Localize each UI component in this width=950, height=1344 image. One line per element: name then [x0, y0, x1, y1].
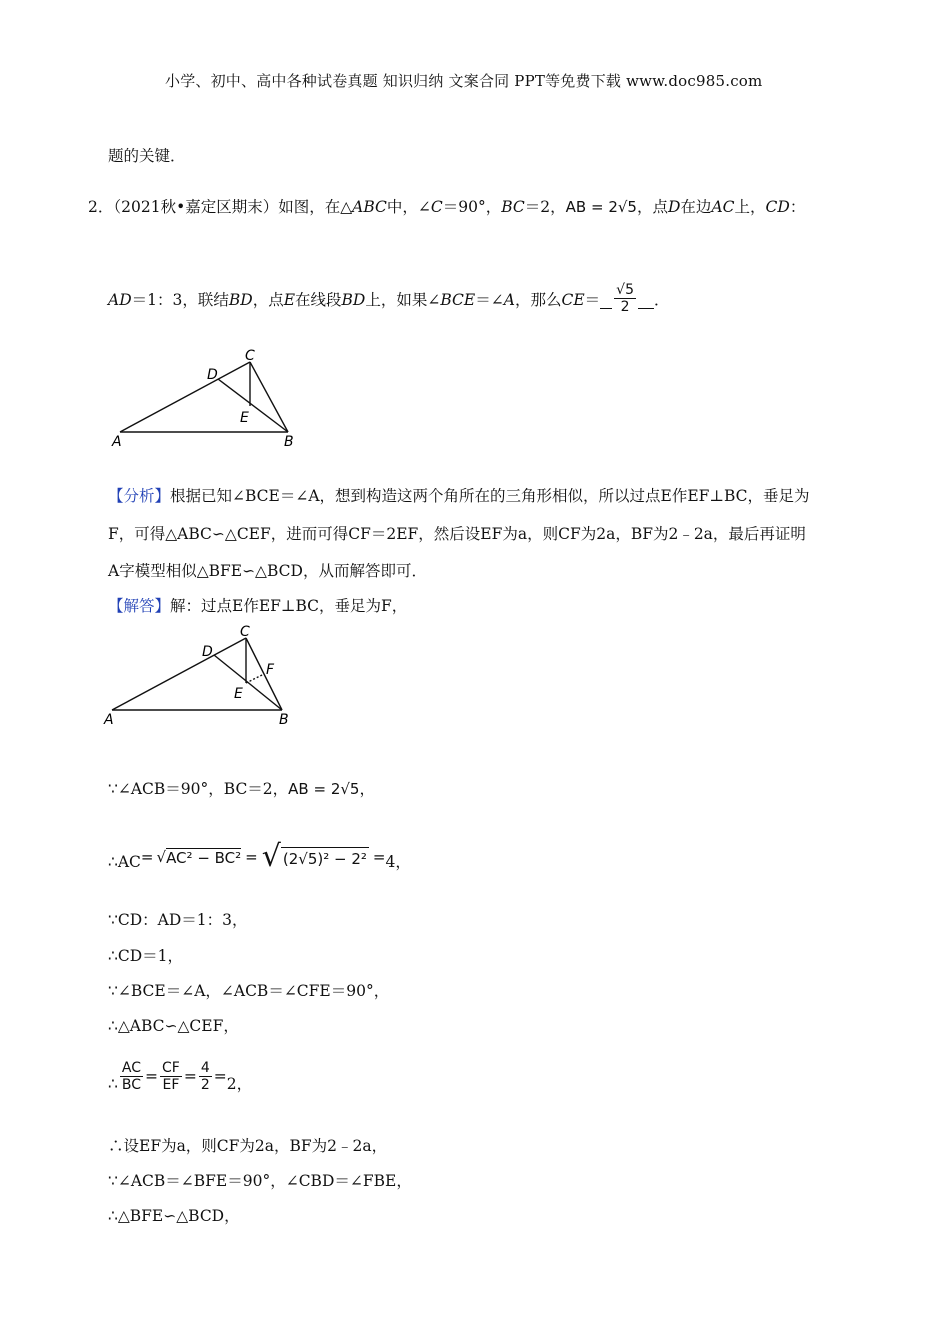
text: 在线段	[295, 290, 342, 309]
solution-step-2	[108, 836, 411, 872]
label-b: B	[279, 712, 289, 728]
text: ，点	[636, 198, 668, 216]
analysis-line-1	[108, 487, 810, 506]
page-header: 小学、初中、高中各种试卷真题 知识归纳 文案合同 PPT等免费下载 www.doc985.com	[165, 72, 763, 90]
denominator: BC	[121, 1077, 142, 1094]
segment-db	[218, 379, 288, 432]
text: ：	[789, 198, 806, 216]
label-b: B	[284, 434, 294, 450]
label-e: E	[240, 410, 249, 426]
value: 4，	[385, 853, 411, 872]
denominator: 2	[200, 1077, 210, 1094]
answer-denominator: 2	[620, 299, 630, 316]
equals: =	[145, 1067, 159, 1086]
text: ．	[653, 290, 670, 309]
fraction-4-2	[199, 1060, 212, 1093]
text: 如图，在△	[278, 198, 353, 216]
fraction-ac-bc	[120, 1060, 143, 1093]
label-f: F	[266, 662, 275, 678]
value: 2，	[226, 1074, 253, 1093]
equals: =	[213, 1067, 227, 1086]
segment-ef-dotted	[246, 674, 264, 683]
ac-computation	[140, 839, 386, 874]
var: AD	[108, 290, 132, 309]
solution-step-9: ∵∠ACB＝∠BFE＝90°，∠CBD＝∠FBE，	[108, 1172, 412, 1190]
label-d: D	[202, 644, 213, 660]
text: ，那么	[514, 290, 562, 309]
numerator: CF	[162, 1060, 180, 1076]
text: 根据已知∠BCE＝∠A，想到构造这两个角所在的三角形相似，所以过点E作EF⊥BC，垂足为	[170, 487, 810, 505]
ratio-computation	[118, 1060, 227, 1093]
equals: =	[140, 848, 154, 866]
var: CE	[561, 290, 585, 309]
var: E	[283, 290, 296, 309]
label-c: C	[240, 624, 250, 640]
solution-step-8: ∴设EF为a，则CF为2a，BF为2﹣2a，	[108, 1137, 388, 1155]
sqrt-symbol: √	[261, 839, 281, 874]
text: 上，	[734, 198, 766, 216]
segment-ac	[120, 362, 250, 432]
analysis-tag: 【分析】	[108, 487, 171, 505]
text: 上，如果∠	[365, 290, 441, 309]
label-c: C	[245, 348, 255, 364]
var: CD	[765, 198, 790, 216]
figure-2	[100, 618, 310, 733]
solution-step-5: ∵∠BCE＝∠A，∠ACB＝∠CFE＝90°，	[108, 982, 390, 1000]
solution-step-10: ∴△BFE∽△BCD，	[108, 1207, 240, 1225]
problem-source: （2021秋•嘉定区期末）	[113, 198, 279, 216]
sqrt-radicand-1: AC² − BC²	[166, 848, 242, 867]
var: D	[667, 198, 681, 216]
solution-step-4: ∴CD＝1，	[108, 947, 184, 965]
text: ∴AC	[108, 853, 141, 872]
solution-step-1	[108, 780, 375, 799]
problem-line-2	[108, 282, 670, 317]
text: 在边	[680, 198, 712, 216]
equals: =	[372, 848, 386, 866]
var: BCE	[440, 290, 476, 309]
solution-step-6: ∴△ABC∽△CEF，	[108, 1017, 239, 1035]
answer-fraction	[614, 282, 636, 315]
text: ＝90°，	[442, 198, 502, 216]
label-e: E	[234, 686, 243, 702]
denominator: EF	[162, 1077, 180, 1094]
var: A	[503, 290, 515, 309]
segment-cb	[250, 362, 288, 432]
solution-tag: 【解答】	[108, 597, 171, 615]
label-d: D	[207, 367, 218, 383]
var: C	[430, 198, 443, 216]
text: ∵∠ACB＝90°，BC＝2，	[108, 780, 289, 798]
text: 解：过点E作EF⊥BC，垂足为F，	[170, 597, 408, 615]
label-a: A	[104, 712, 114, 728]
var: BC	[501, 198, 525, 216]
fraction-cf-ef	[160, 1060, 182, 1093]
solution-intro	[108, 597, 407, 616]
numerator: 4	[200, 1060, 210, 1076]
equals: =	[183, 1067, 197, 1086]
text: ∴	[108, 1074, 118, 1093]
segment-ac	[112, 638, 246, 710]
text: ，	[359, 780, 375, 798]
numerator: AC	[121, 1060, 141, 1076]
equals: =	[245, 848, 258, 866]
problem-number: 2．	[88, 198, 114, 216]
analysis-line-3: A字模型相似△BFE∽△BCD，从而解答即可．	[108, 562, 427, 580]
text: ＝1：3，联结	[131, 290, 229, 309]
answer-numerator: √5	[616, 282, 634, 298]
ab-expression: AB = 2√5	[288, 780, 360, 798]
text: ＝	[584, 290, 601, 309]
solution-step-3: ∵CD：AD＝1：3，	[108, 911, 248, 929]
previous-text: 题的关键．	[108, 147, 186, 165]
answer-blank-left	[600, 308, 612, 309]
problem-line-1	[88, 198, 805, 217]
text: ＝∠	[475, 290, 504, 309]
var: BD	[341, 290, 366, 309]
var: AC	[711, 198, 735, 216]
figure-1	[108, 342, 308, 452]
ab-expression: AB = 2√5	[565, 198, 637, 216]
solution-step-7	[108, 1060, 252, 1093]
text: 中，∠	[386, 198, 431, 216]
var: BD	[228, 290, 253, 309]
text: ＝2，	[524, 198, 566, 216]
label-a: A	[112, 434, 122, 450]
sqrt-symbol: √	[156, 848, 167, 866]
sqrt-2	[261, 839, 369, 874]
sqrt-radicand-2: (2√5)² − 2²	[281, 847, 369, 868]
answer-blank-right	[638, 308, 654, 309]
analysis-line-2: F，可得△ABC∽△CEF，进而可得CF＝2EF，然后设EF为a，则CF为2a，BF为2﹣2a，最后再证明	[108, 525, 806, 543]
var: ABC	[352, 198, 387, 216]
text: ，点	[252, 290, 284, 309]
